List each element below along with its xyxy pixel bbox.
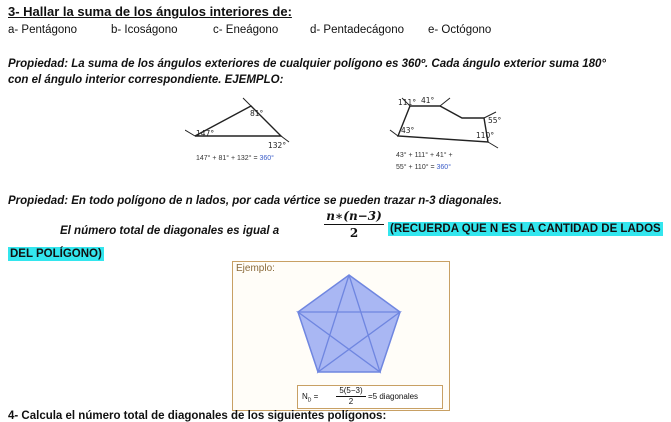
property-1-line-2: con el ángulo interior correspondiente. EJEMPLO:: [8, 74, 284, 86]
diagonals-formula: [324, 209, 384, 241]
pentagon-diagonals: [294, 272, 404, 376]
polygon-sum-line-2: [396, 164, 451, 171]
example-formula-rhs: =5 diagonales: [368, 392, 419, 401]
triangle-sum: [196, 155, 274, 162]
polygon-angle-55: 55°: [488, 116, 502, 125]
reminder-highlight-1: (RECUERDA QUE N ES LA CANTIDAD DE LADOS: [390, 223, 661, 235]
triangle-sum-left: 147° + 81° + 132° =: [196, 155, 258, 162]
polygon-sum-left: 55° + 110° =: [396, 164, 435, 171]
option-pentagono: a- Pentágono: [8, 24, 78, 36]
option-pentadecagono: d- Pentadecágono: [310, 24, 404, 36]
triangle-sum-result: 360°: [259, 155, 274, 162]
exercise-3-title: 3- Hallar la suma de los ángulos interiores de:: [8, 4, 292, 19]
polygon-angle-41: 41°: [421, 96, 435, 105]
triangle-angle-132: 132°: [268, 141, 287, 150]
diagonals-formula-numerator: n∗(n−3): [326, 209, 382, 223]
polygon-sum-line-1: 43° + 111° + 41° +: [396, 152, 453, 159]
example-formula-lhs: $N_D$ =: [302, 392, 319, 404]
polygon-angle-110: 110°: [476, 131, 495, 140]
example-label: Ejemplo:: [236, 263, 275, 274]
option-icosagono: b- Icoságono: [111, 24, 178, 36]
reminder-highlight-2: DEL POLÍGONO): [10, 248, 102, 260]
option-eneagono: c- Eneágono: [213, 24, 279, 36]
exercise-4-title: 4- Calcula el número total de diagonales de los siguientes polígonos:: [8, 410, 387, 422]
option-octogono: e- Octógono: [428, 24, 492, 36]
polygon-angle-43: 43°: [401, 126, 415, 135]
triangle-angle-81: 81°: [250, 109, 264, 118]
triangle-angle-147: 147°: [196, 129, 215, 138]
property-1-line-1: Propiedad: La suma de los ángulos exteriores de cualquier polígono es 360º. Cada ángulo exterior suma 180°: [8, 58, 607, 70]
example-formula-box: [297, 385, 443, 409]
example-formula-fraction: 5(5−3) 2: [336, 386, 366, 407]
formula-intro: El número total de diagonales es igual a: [60, 225, 280, 237]
polygon-angle-111: 111°: [398, 98, 417, 107]
diagonals-formula-denominator: 2: [324, 224, 384, 241]
property-2-line-1: Propiedad: En todo polígono de n lados, por cada vértice se pueden trazar n-3 diagonales.: [8, 195, 502, 207]
polygon-sum-result: 360°: [436, 164, 451, 171]
